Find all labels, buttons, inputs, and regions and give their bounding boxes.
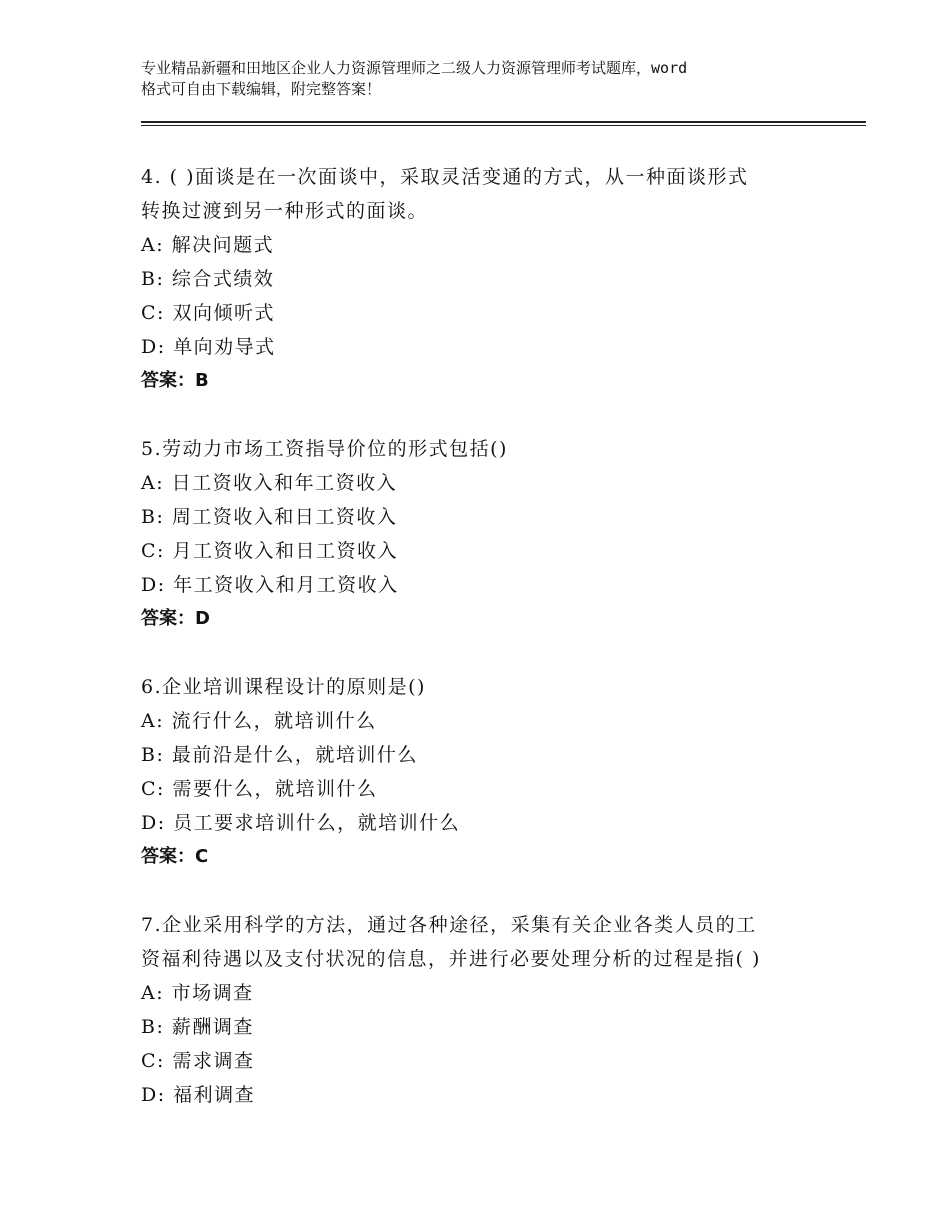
question-stem-line: 7.企业采用科学的方法，通过各种途径，采集有关企业各类人员的工	[141, 914, 757, 936]
option-a: A: 市场调查	[141, 982, 254, 1004]
answer-label: 答案：B	[141, 370, 209, 391]
question-stem-line: 转换过渡到另一种形式的面谈。	[141, 200, 429, 222]
question-stem-line: 6.企业培训课程设计的原则是()	[141, 676, 426, 698]
question-stem-line: 4. ( )面谈是在一次面谈中，采取灵活变通的方式，从一种面谈形式	[141, 166, 749, 188]
question-5	[141, 432, 841, 636]
question-stem-line: 资福利待遇以及支付状况的信息，并进行必要处理分析的过程是指( )	[141, 948, 761, 970]
option-a: A: 流行什么，就培训什么	[141, 710, 377, 732]
answer-label: 答案：C	[141, 846, 209, 867]
header-line-2: 格式可自由下载编辑，附完整答案！	[141, 80, 382, 98]
option-b: B: 综合式绩效	[141, 268, 275, 290]
question-7	[141, 908, 841, 1112]
option-c: C: 月工资收入和日工资收入	[141, 540, 398, 562]
option-d: D: 年工资收入和月工资收入	[141, 574, 399, 596]
header-rule-thick	[141, 121, 866, 123]
option-b: B: 周工资收入和日工资收入	[141, 506, 398, 528]
header-line-1: 专业精品新疆和田地区企业人力资源管理师之二级人力资源管理师考试题库，word	[141, 59, 688, 77]
header-rule-thin	[141, 125, 866, 126]
option-d: D: 员工要求培训什么，就培训什么	[141, 812, 461, 834]
question-stem-line: 5.劳动力市场工资指导价位的形式包括()	[141, 438, 508, 460]
option-b: B: 薪酬调查	[141, 1016, 254, 1038]
option-a: A: 解决问题式	[141, 234, 275, 256]
option-c: C: 需求调查	[141, 1050, 255, 1072]
option-d: D: 单向劝导式	[141, 336, 276, 358]
question-4	[141, 160, 841, 398]
question-6	[141, 670, 841, 874]
question-list	[141, 160, 841, 1146]
option-d: D: 福利调查	[141, 1084, 256, 1106]
option-c: C: 需要什么，就培训什么	[141, 778, 378, 800]
document-header	[141, 58, 841, 100]
option-b: B: 最前沿是什么，就培训什么	[141, 744, 418, 766]
option-c: C: 双向倾听式	[141, 302, 275, 324]
option-a: A: 日工资收入和年工资收入	[141, 472, 398, 494]
answer-label: 答案：D	[141, 608, 210, 629]
